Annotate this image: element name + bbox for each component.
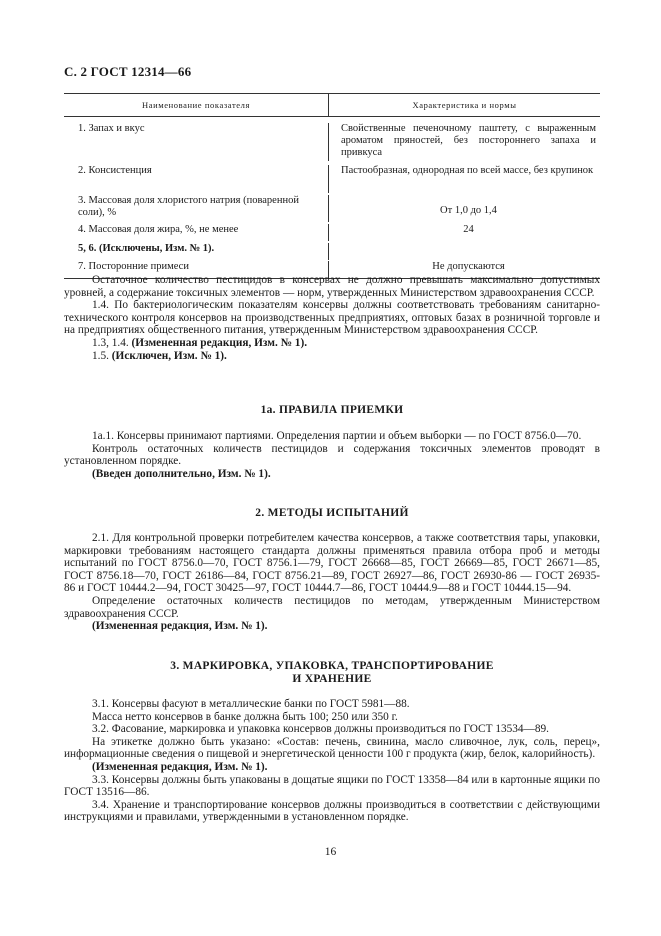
- column-header-indicator: Наименование показателя: [64, 94, 329, 116]
- row-name: 4. Массовая доля жира, %, не менее: [64, 224, 329, 241]
- paragraph: 3.3. Консервы должны быть упакованы в дощатые ящики по ГОСТ 13358—84 или в картонные ящики по ГОСТ 13516—86.: [64, 773, 600, 799]
- paragraph: 3.4. Хранение и транспортирование консервов должны производиться в соответствии с действующими инструкциями и правилами, утвержденными в установленном порядке.: [64, 798, 600, 824]
- paragraph: 1.4. По бактериологическим показателям консервы должны соответствовать требованиям санитарно-технического контроля консервов на производственных предприятиях, оптовых базах в розничной торговле и на предприятиях общественного питания, утвержденным Министерством здравоохранения СССР.: [64, 299, 600, 337]
- row-name: 1. Запах и вкус: [64, 123, 329, 161]
- text-block-2: [64, 430, 600, 480]
- edition-note: (Измененная редакция, Изм. № 1).: [92, 620, 268, 633]
- row-name: 3. Массовая доля хлористого натрия (поваренной соли), %: [64, 195, 329, 222]
- row-value: 24: [463, 224, 474, 235]
- paragraph: 1а.1. Консервы принимают партиями. Определения партии и объем выборки — по ГОСТ 8756.0—70.: [92, 430, 582, 442]
- page-number: 16: [324, 846, 337, 858]
- row-name: 7. Посторонние примеси: [64, 261, 329, 278]
- paragraph: [64, 337, 600, 350]
- paragraph: Контроль остаточных количеств пестицидов и содержания токсичных элементов проводят в установленном порядке.: [64, 442, 600, 468]
- table-header: [64, 94, 600, 117]
- row-name: 5, 6. (Исключены, Изм. № 1).: [64, 243, 329, 260]
- text-block-3: [64, 532, 600, 633]
- paragraph: 2.1. Для контрольной проверки потребителем качества консервов, а также соответствия тары, упаковки, маркировки требованиям настоящего стандарта должны применяться правила отбора проб и методы испытаний по ГОСТ 8756.0—70, ГОСТ 8756.1—79, ГОСТ 26668—85, ГОСТ 26669—85, ГОСТ 26671—85, ГОСТ 8756.18—70, ГОСТ 26186—84, ГОСТ 8756.21—89, ГОСТ 26927—86, ГОСТ 26930-86 — ГОСТ 26935-86 и ГОСТ 10444.2—94, ГОСТ 30425—97, ГОСТ 10444.7—86, ГОСТ 10444.9—88 и ГОСТ 10444.15—94.: [64, 532, 600, 595]
- table-row: [64, 222, 600, 241]
- table-row: [64, 161, 600, 193]
- section-title: 1а. ПРАВИЛА ПРИЕМКИ: [260, 404, 404, 416]
- clause-number: 1.3, 1.4.: [92, 336, 129, 349]
- row-value: Пастообразная, однородная по всей массе, без крупинок: [341, 165, 594, 176]
- row-value: Не допускаются: [432, 261, 505, 272]
- paragraph: Определение остаточных количеств пестицидов по методам, утвержденным Министерством здравоохранения СССР.: [64, 594, 600, 620]
- section-title: [64, 660, 600, 686]
- table-row: [64, 241, 600, 260]
- paragraph: На этикетке должно быть указано: «Состав: печень, свинина, масло сливочное, лук, соль, перец», информационные сведения о пищевой и энергетической ценности 100 г продукта (жир, белок, калорийность).: [64, 735, 600, 761]
- text-block-4: [64, 698, 600, 824]
- row-name: 2. Консистенция: [64, 165, 329, 193]
- edition-note: (Исключен, Изм. № 1).: [111, 349, 227, 362]
- section-title-line: 3. МАРКИРОВКА, УПАКОВКА, ТРАНСПОРТИРОВАНИЕ: [170, 660, 494, 672]
- row-value: От 1,0 до 1,4: [440, 205, 497, 216]
- paragraph: [64, 350, 600, 363]
- row-value: [329, 243, 600, 260]
- section-title-line: И ХРАНЕНИЕ: [292, 673, 372, 685]
- clause-number: 1.5.: [92, 349, 109, 362]
- paragraph: Остаточное количество пестицидов в консервах не должно превышать максимально допустимых уровней, а содержание токсичных элементов — норм, утвержденных Министерством здравоохранения СССР.: [64, 274, 600, 299]
- column-header-norms: Характеристика и нормы: [412, 100, 517, 110]
- edition-note: (Измененная редакция, Изм. № 1).: [131, 336, 308, 349]
- page-header: С. 2 ГОСТ 12314—66: [64, 64, 192, 79]
- paragraph: 3.1. Консервы фасуют в металлические банки по ГОСТ 5981—88.: [92, 698, 410, 710]
- table-row: [64, 193, 600, 222]
- indicators-table: [64, 93, 600, 279]
- edition-note: (Введен дополнительно, Изм. № 1).: [92, 467, 271, 480]
- text-block-1: [64, 274, 600, 362]
- section-title: 2. МЕТОДЫ ИСПЫТАНИЙ: [255, 507, 409, 519]
- row-value: Свойственные печеночному паштету, с выраженным ароматом пряностей, без постороннего запаха и привкуса: [341, 123, 596, 158]
- table-row: [64, 117, 600, 161]
- paragraph: Масса нетто консервов в банке должна быть 100; 250 или 350 г.: [92, 710, 398, 723]
- edition-note: (Измененная редакция, Изм. № 1).: [92, 760, 268, 773]
- paragraph: 3.2. Фасование, маркировка и упаковка консервов должны производиться по ГОСТ 13534—89.: [92, 723, 549, 736]
